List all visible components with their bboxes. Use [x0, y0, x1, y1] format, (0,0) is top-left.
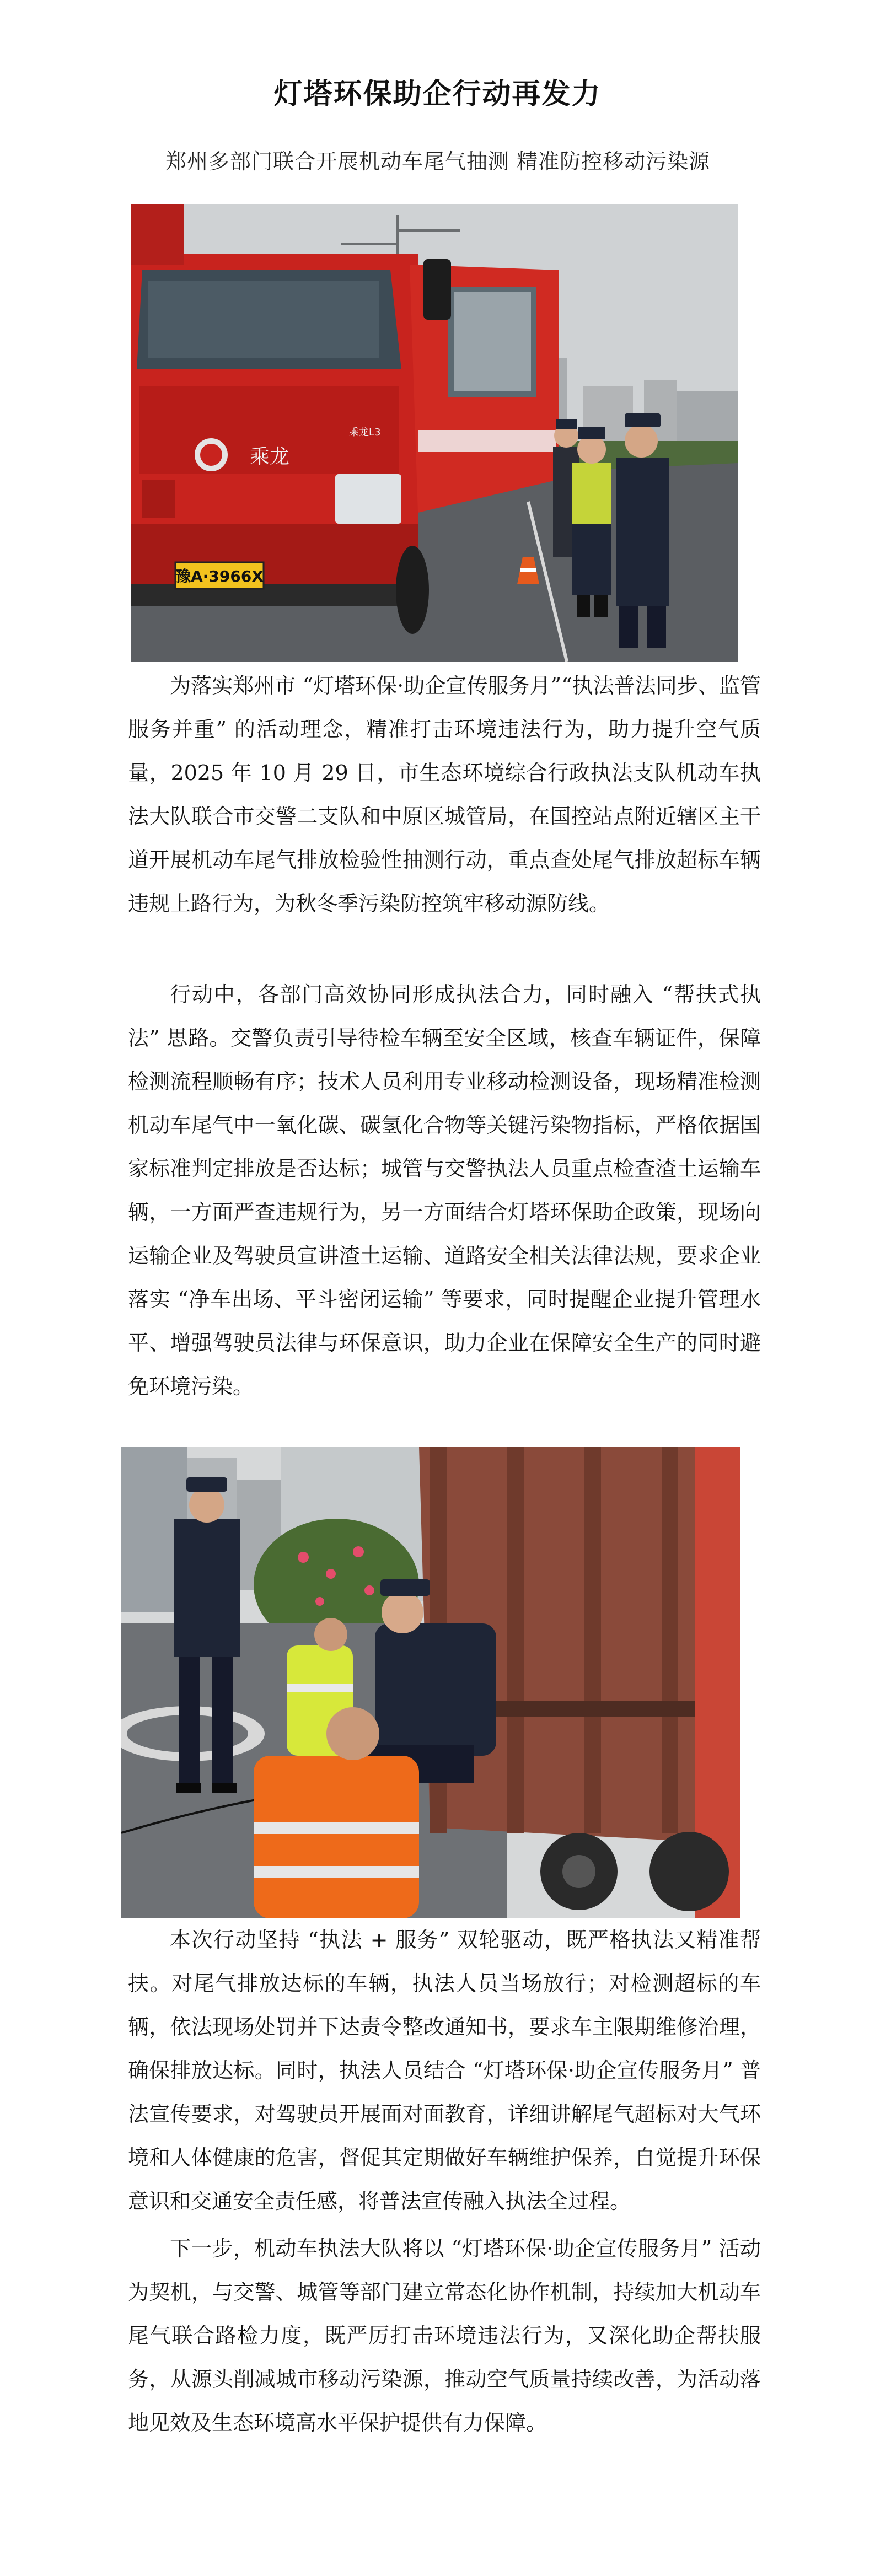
paragraph-2: 行动中，各部门高效协同形成执法合力，同时融入 “帮扶式执法” 思路。交警负责引导待检车辆至安全区域，核查车辆证件，保障检测流程顺畅有序；技术人员利用专业移动检测设备，现场精准检测机动车尾气中一氧化碳、碳氢化合物等关键污染物指标，严格依据国家标准判定排放是否达标；城管与交警执法人员重点检查渣土运输车辆，一方面严查违规行为，另一方面结合灯塔环保助企政策，现场向运输企业及驾驶员宣讲渣土运输、道路安全相关法律法规，要求企业落实 “净车出场、平斗密闭运输” 等要求，同时提醒企业提升管理水平、增强驾驶员法律与环保意识，助力企业在保障安全生产的同时避免环境污染。	[128, 982, 761, 1399]
photo-cargo-inspection	[121, 1447, 740, 1918]
paragraph-4: 下一步，机动车执法大队将以 “灯塔环保·助企宣传服务月” 活动为契机，与交警、城管等部门建立常态化协作机制，持续加大机动车尾气联合路检力度，既严厉打击环境违法行为，又深化助企帮扶服务，从源头削减城市移动污染源，推动空气质量持续改善，为活动落地见效及生态环境高水平保护提供有力保障。	[128, 2236, 761, 2435]
photo-truck-inspection	[131, 204, 738, 662]
paragraph-1: 为落实郑州市 “灯塔环保·助企宣传服务月”“执法普法同步、监管服务并重” 的活动理念，精准打击环境违法行为，助力提升空气质量，2025 年 10 月 29 日，市生态环境综合行政执法支队机动车执法大队联合市交警二支队和中原区城管局，在国控站点附近辖区主干道开展机动车尾气排放检验性抽测行动，重点查处尾气排放超标车辆违规上路行为，为秋冬季污染防控筑牢移动源防线。	[128, 674, 761, 916]
truck-brand-text: 乘龙	[250, 445, 290, 468]
truck-plate-text: 豫A·3966X	[175, 567, 264, 585]
article-title: 灯塔环保助企行动再发力	[273, 78, 602, 111]
paragraph-3: 本次行动坚持 “执法 + 服务” 双轮驱动，既严格执法又精准帮扶。对尾气排放达标的车辆，执法人员当场放行；对检测超标的车辆，依法现场处罚并下达责令整改通知书，要求车主限期维修治理，确保排放达标。同时，执法人员结合 “灯塔环保·助企宣传服务月” 普法宣传要求，对驾驶员开展面对面教育，详细讲解尾气超标对大气环境和人体健康的危害，督促其定期做好车辆维护保养，自觉提升环保意识和交通安全责任感，将普法宣传融入执法全过程。	[128, 1928, 761, 2213]
article-subtitle: 郑州多部门联合开展机动车尾气抽测 精准防控移动污染源	[165, 149, 711, 174]
truck-badge-text: 乘龙L3	[349, 427, 381, 438]
